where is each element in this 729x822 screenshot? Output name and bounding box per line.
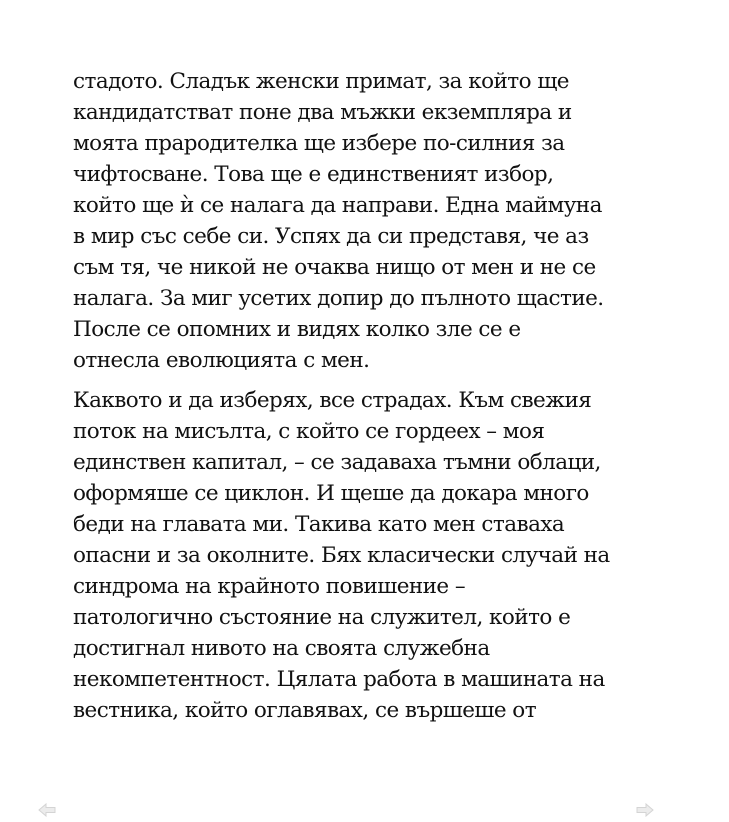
text-line: синдрома на крайното повишение – — [73, 574, 466, 599]
text-line: поток на мисълта, с който се гордеех – моя — [73, 419, 545, 444]
text-line: налага. За миг усетих допир до пълното щастие. — [73, 286, 604, 311]
previous-page-button[interactable] — [38, 803, 56, 817]
text-line: отнесла еволюцията с мен. — [73, 348, 370, 373]
text-line: чифтосване. Това ще е единственият избор, — [73, 162, 554, 187]
text-line: съм тя, че никой не очаква нищо от мен и не се — [73, 255, 596, 280]
text-line: единствен капитал, – се задаваха тъмни облаци, — [73, 450, 601, 475]
text-line: в мир със себе си. Успях да си представя, че аз — [73, 224, 589, 249]
next-page-button[interactable] — [636, 803, 654, 817]
text-line: Каквото и да изберях, все страдах. Към свежия — [73, 388, 592, 413]
text-line: моята прародителка ще избере по-силния за — [73, 131, 565, 156]
arrow-right-icon — [636, 803, 654, 817]
paragraph-1 — [73, 66, 673, 376]
text-line: оформяше се циклон. И щеше да докара много — [73, 481, 589, 506]
text-line: патологично състояние на служител, който е — [73, 605, 571, 630]
text-line: който ще ѝ се налага да направи. Една маймуна — [73, 193, 602, 218]
text-line: кандидатстват поне два мъжки екземпляра и — [73, 100, 572, 125]
text-line: достигнал нивото на своята служебна — [73, 636, 490, 661]
text-line: беди на главата ми. Такива като мен ставаха — [73, 512, 565, 537]
arrow-left-icon — [38, 803, 56, 817]
text-line: опасни и за околните. Бях класически случай на — [73, 543, 610, 568]
text-line: вестника, който оглавявах, се вършеше от — [73, 698, 537, 723]
document-text — [73, 66, 673, 735]
text-line: некомпетентност. Цялата работа в машината на — [73, 667, 605, 692]
text-line: После се опомних и видях колко зле се е — [73, 317, 521, 342]
paragraph-2 — [73, 385, 673, 726]
text-line: стадото. Сладък женски примат, за който ще — [73, 69, 569, 94]
